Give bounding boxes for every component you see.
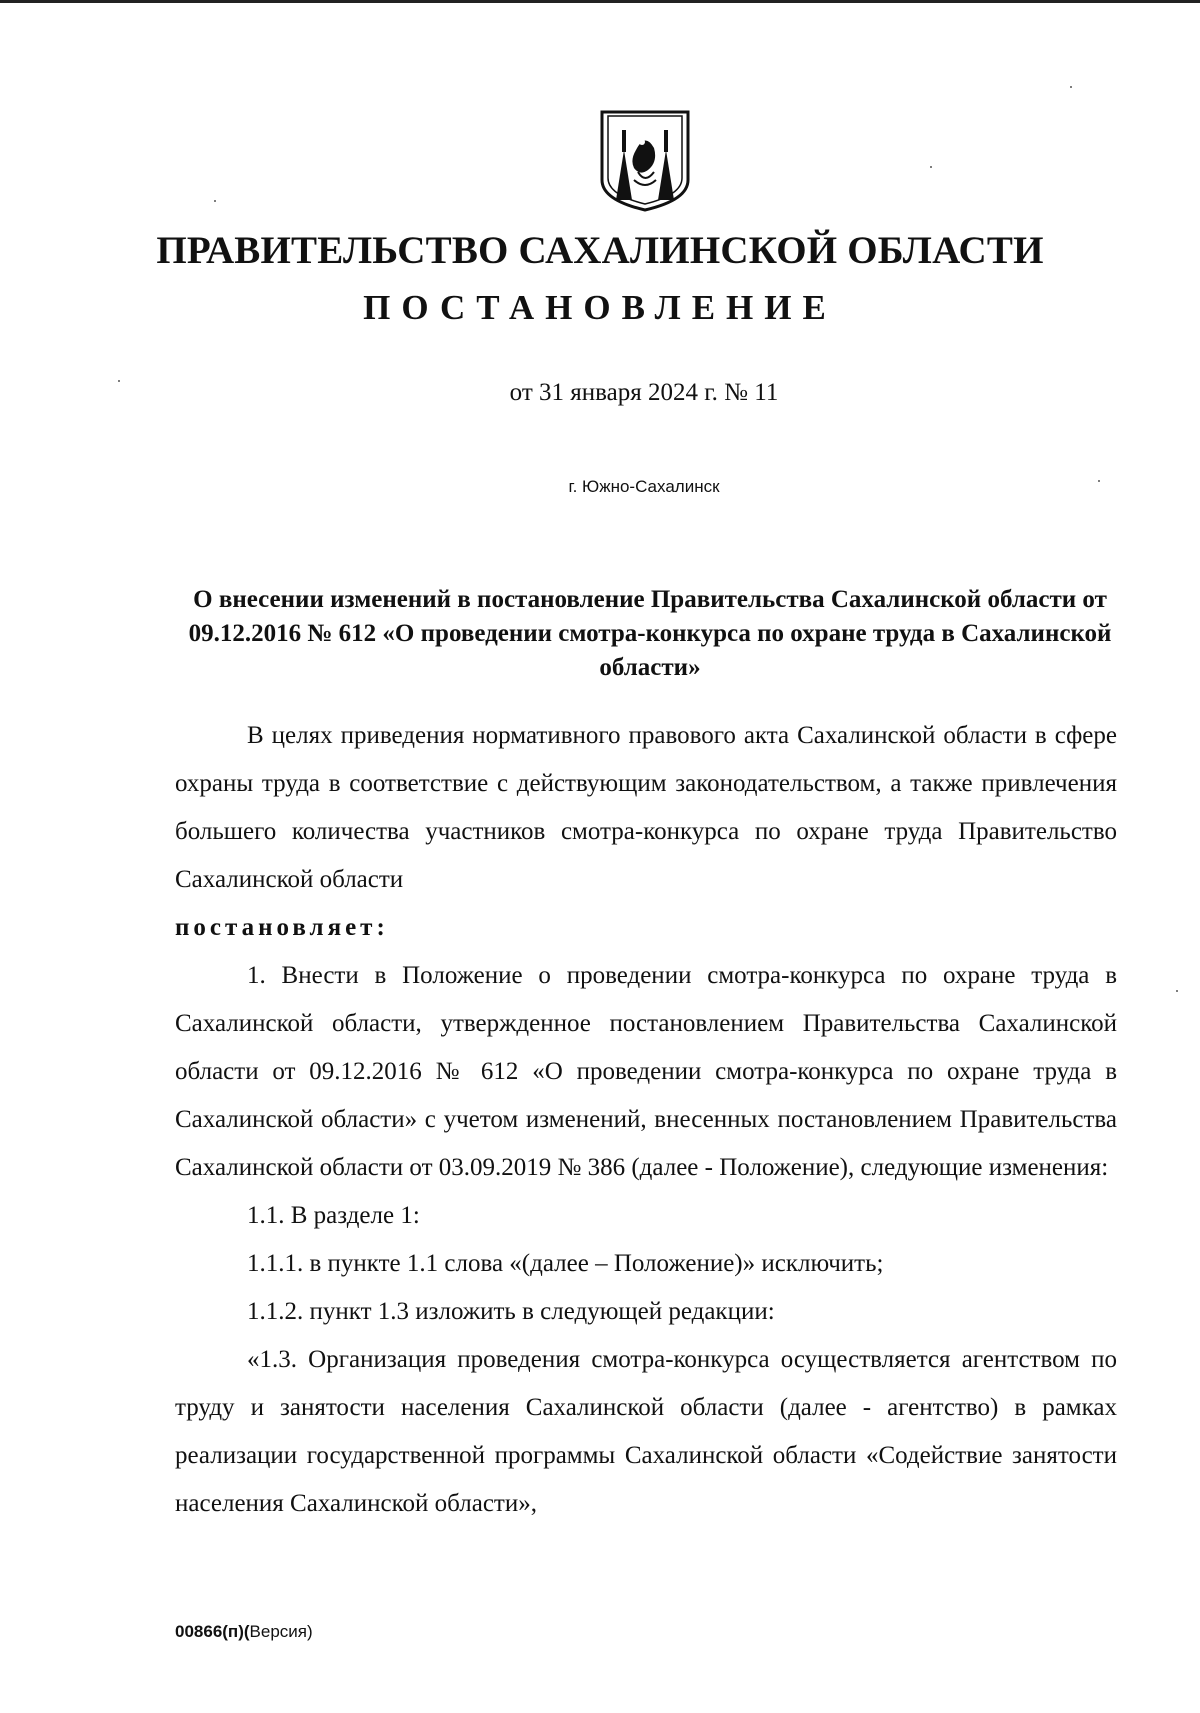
clause-1-3-quote: «1.3. Организация проведения смотра-конкурса осуществляется агентством по труду и занятости населения Сахалинской области (далее - агентство) в рамках реализации государственной программы Сахалинской области «Содействие занятости населения Сахалинской области», bbox=[175, 1346, 1117, 1517]
clause-1-1-2: 1.1.2. пункт 1.3 изложить в следующей редакции: bbox=[247, 1298, 775, 1325]
footer-version: Версия) bbox=[249, 1622, 313, 1641]
scan-speck bbox=[118, 380, 120, 382]
document-body bbox=[175, 712, 1117, 1528]
resolves-paragraph bbox=[175, 904, 1117, 952]
document-type: ПОСТАНОВЛЕНИЕ bbox=[363, 288, 837, 327]
clause-1: 1. Внести в Положение о проведении смотра-конкурса по охране труда в Сахалинской области, утвержденное постановлением Правительства Сахалинской области от 09.12.2016 № 612 «О проведении смотра-конкурса по охране труда в Сахалинской области» с учетом изменений, внесенных постановлением Правительства Сахалинской области от 03.09.2019 № 386 (далее - Положение), следующие изменения: bbox=[175, 962, 1117, 1181]
document-footer-code bbox=[175, 1622, 313, 1642]
scan-speck bbox=[930, 166, 932, 168]
scan-speck bbox=[1070, 86, 1072, 88]
scan-speck bbox=[1176, 990, 1178, 992]
government-title: ПРАВИТЕЛЬСТВО САХАЛИНСКОЙ ОБЛАСТИ bbox=[156, 229, 1044, 272]
scan-speck bbox=[1098, 480, 1100, 482]
issue-city: г. Южно-Сахалинск bbox=[568, 477, 720, 496]
sakhalin-coat-of-arms-icon bbox=[598, 110, 692, 212]
resolves-keyword: постановляет: bbox=[175, 914, 389, 941]
preamble-text: В целях приведения нормативного правового акта Сахалинской области в сфере охраны труда в соответствие с действующим законодательством, а также привлечения большего количества участников смотра-конкурса по охране труда Правительство Сахалинской области bbox=[175, 722, 1117, 893]
clause-1-1-1: 1.1.1. в пункте 1.1 слова «(далее – Положение)» исключить; bbox=[247, 1250, 884, 1277]
clause-1-1: 1.1. В разделе 1: bbox=[247, 1202, 420, 1229]
top-border-line bbox=[0, 0, 1200, 3]
document-date-number: от 31 января 2024 г. № 11 bbox=[509, 379, 779, 406]
footer-code-number: 00866(п)( bbox=[175, 1622, 250, 1641]
document-heading: О внесении изменений в постановление Правительства Сахалинской области от 09.12.2016 № 612 «О проведении смотра-конкурса по охране труда в Сахалинской области» bbox=[188, 586, 1112, 681]
scan-speck bbox=[214, 200, 216, 202]
preamble-paragraph bbox=[175, 712, 1117, 904]
